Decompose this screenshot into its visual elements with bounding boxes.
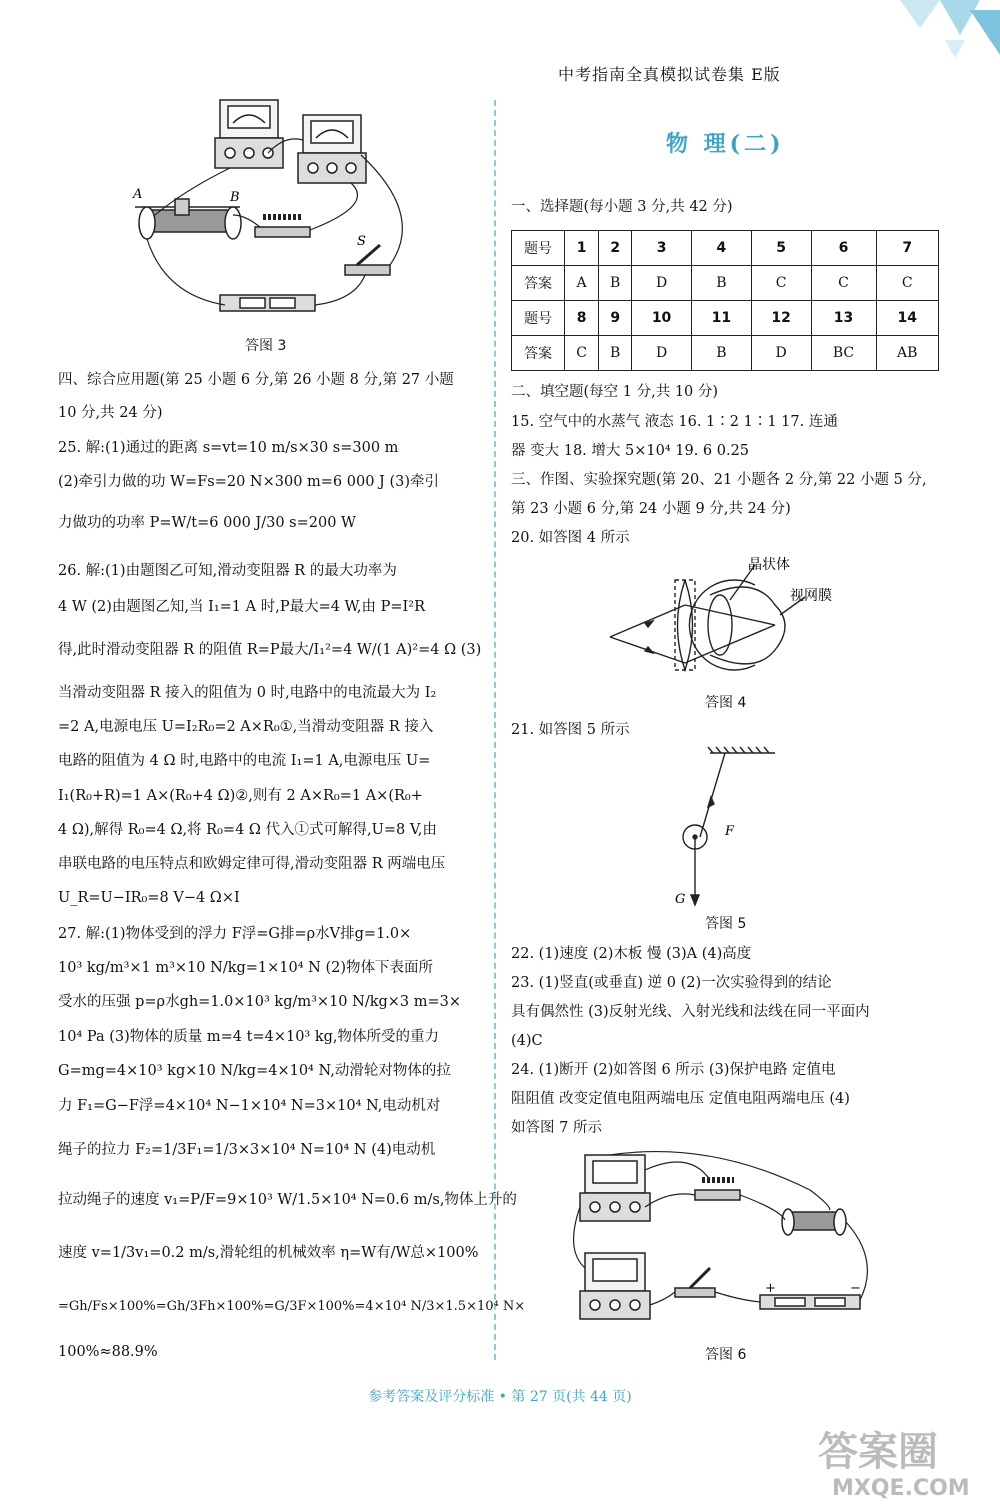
answer-table (511, 230, 939, 371)
left-line: 速度 v=1/3v₁=0.2 m/s,滑轮组的机械效率 η=W有/W总×100% (58, 1245, 479, 1261)
right-line: 20. 如答图 4 所示 (511, 530, 630, 546)
section-title: 物 理(二) (666, 131, 785, 157)
figure-6-circuit (560, 1150, 900, 1340)
q1-heading: 一、选择题(每小题 3 分,共 42 分) (511, 199, 733, 215)
left-line: 电路的阻值为 4 Ω 时,电路中的电流 I₁=1 A,电源电压 U= (58, 753, 431, 769)
fig3-caption: 答图 3 (245, 338, 287, 354)
left-line: 25. 解:(1)通过的距离 s=vt=10 m/s×30 s=300 m (58, 440, 399, 456)
right-line: 阻阻值 改变定值电阻两端电压 定值电阻两端电压 (4) (511, 1091, 850, 1107)
figure-3-circuit (125, 95, 415, 335)
left-line: 26. 解:(1)由题图乙可知,滑动变阻器 R 的最大功率为 (58, 563, 397, 579)
right-line: 器 变大 18. 增大 5×10⁴ 19. 6 0.25 (511, 443, 750, 459)
fig3-label-s: S (357, 234, 366, 249)
left-line: 力做功的功率 P=W/t=6 000 J/30 s=200 W (58, 515, 356, 531)
right-line: 具有偶然性 (3)反射光线、入射光线和法线在同一平面内 (511, 1004, 870, 1020)
left-line: 拉动绳子的速度 v₁=P/F=9×10³ W/1.5×10⁴ N=0.6 m/s,物体上升的 (58, 1192, 517, 1208)
page-header: 中考指南全真模拟试卷集 E版 (558, 65, 781, 84)
right-line: 如答图 7 所示 (511, 1120, 602, 1136)
figure-5-force (665, 745, 785, 910)
left-line: (2)牵引力做的功 W=Fs=20 N×300 m=6 000 J (3)牵引 (58, 474, 440, 490)
watermark-url: MXQE.COM (832, 1476, 970, 1501)
left-line: =2 A,电源电压 U=I₂R₀=2 A×R₀①,当滑动变阻器 R 接入 (58, 719, 434, 735)
column-divider (494, 100, 496, 1360)
right-line: 三、作图、实验探究题(第 20、21 小题各 2 分,第 22 小题 5 分, (511, 472, 927, 488)
fig6-caption: 答图 6 (705, 1347, 747, 1363)
fig3-label-b: B (230, 190, 240, 205)
fig4-label-retina: 视网膜 (790, 588, 832, 604)
left-line: 27. 解:(1)物体受到的浮力 F浮=G排=ρ水V排g=1.0× (58, 926, 412, 942)
left-line: 四、综合应用题(第 25 小题 6 分,第 26 小题 8 分,第 27 小题 (58, 372, 454, 388)
left-line: 当滑动变阻器 R 接入的阻值为 0 时,电路中的电流最大为 I₂ (58, 685, 437, 701)
fig6-minus: − (850, 1281, 861, 1296)
left-line: 得,此时滑动变阻器 R 的阻值 R=P最大/I₁²=4 W/(1 A)²=4 Ω (3) (58, 642, 482, 658)
left-line: 10 分,共 24 分) (58, 405, 163, 421)
fig4-label-lens: 晶状体 (748, 557, 790, 573)
page-footer: 参考答案及评分标准 • 第 27 页(共 44 页) (368, 1389, 632, 1405)
left-line: 受水的压强 p=ρ水gh=1.0×10³ kg/m³×10 N/kg×3 m=3× (58, 994, 462, 1010)
watermark-logo: 答案圈 (818, 1429, 938, 1475)
right-line: 二、填空题(每空 1 分,共 10 分) (511, 384, 719, 400)
left-line: 10³ kg/m³×1 m³×10 N/kg=1×10⁴ N (2)物体下表面所 (58, 960, 434, 976)
figure-4-eye (600, 555, 860, 685)
fig5-label-g: G (675, 892, 686, 907)
left-line: 绳子的拉力 F₂=1/3F₁=1/3×3×10⁴ N=10⁴ N (4)电动机 (58, 1142, 436, 1158)
left-line: 10⁴ Pa (3)物体的质量 m=4 t=4×10³ kg,物体所受的重力 (58, 1029, 440, 1045)
right-line: (4)C (511, 1033, 543, 1049)
left-line: U_R=U−IR₀=8 V−4 Ω×I (58, 890, 240, 906)
left-line: 力 F₁=G−F浮=4×10⁴ N−1×10⁴ N=3×10⁴ N,电动机对 (58, 1098, 441, 1114)
table-row: 题号 8 9 10 11 12 13 14 (512, 301, 939, 336)
decorative-triangles (840, 0, 1000, 70)
right-line: 22. (1)速度 (2)木板 慢 (3)A (4)高度 (511, 946, 752, 962)
right-line: 24. (1)断开 (2)如答图 6 所示 (3)保护电路 定值电 (511, 1062, 836, 1078)
table-row: 答案 A B D B C C C (512, 266, 939, 301)
left-line: =Gh/Fs×100%=Gh/3Fh×100%=G/3F×100%=4×10⁴ N/3×1.5×10⁴ N× (58, 1299, 526, 1314)
left-line: I₁(R₀+R)=1 A×(R₀+4 Ω)②,则有 2 A×R₀=1 A×(R₀+ (58, 788, 423, 804)
right-line: 第 23 小题 6 分,第 24 小题 9 分,共 24 分) (511, 501, 791, 517)
left-line: 4 W (2)由题图乙知,当 I₁=1 A 时,P最大=4 W,由 P=I²R (58, 599, 426, 615)
right-line: 15. 空气中的水蒸气 液态 16. 1∶2 1∶1 17. 连通 (511, 414, 838, 430)
fig5-label-f: F (725, 824, 735, 839)
left-line: G=mg=4×10³ kg×10 N/kg=4×10⁴ N,动滑轮对物体的拉 (58, 1063, 451, 1079)
right-line: 23. (1)竖直(或垂直) 逆 0 (2)一次实验得到的结论 (511, 975, 832, 991)
fig6-plus: + (765, 1281, 776, 1296)
table-row: 题号 1 2 3 4 5 6 7 (512, 231, 939, 266)
left-line: 4 Ω),解得 R₀=4 Ω,将 R₀=4 Ω 代入①式可解得,U=8 V,由 (58, 822, 437, 838)
right-line: 21. 如答图 5 所示 (511, 722, 630, 738)
left-line: 100%≈88.9% (58, 1344, 158, 1360)
fig3-label-a: A (133, 187, 143, 202)
left-line: 串联电路的电压特点和欧姆定律可得,滑动变阻器 R 两端电压 (58, 856, 446, 872)
fig4-caption: 答图 4 (705, 695, 747, 711)
fig5-caption: 答图 5 (705, 916, 747, 932)
table-row: 答案 C B D B D BC AB (512, 336, 939, 371)
